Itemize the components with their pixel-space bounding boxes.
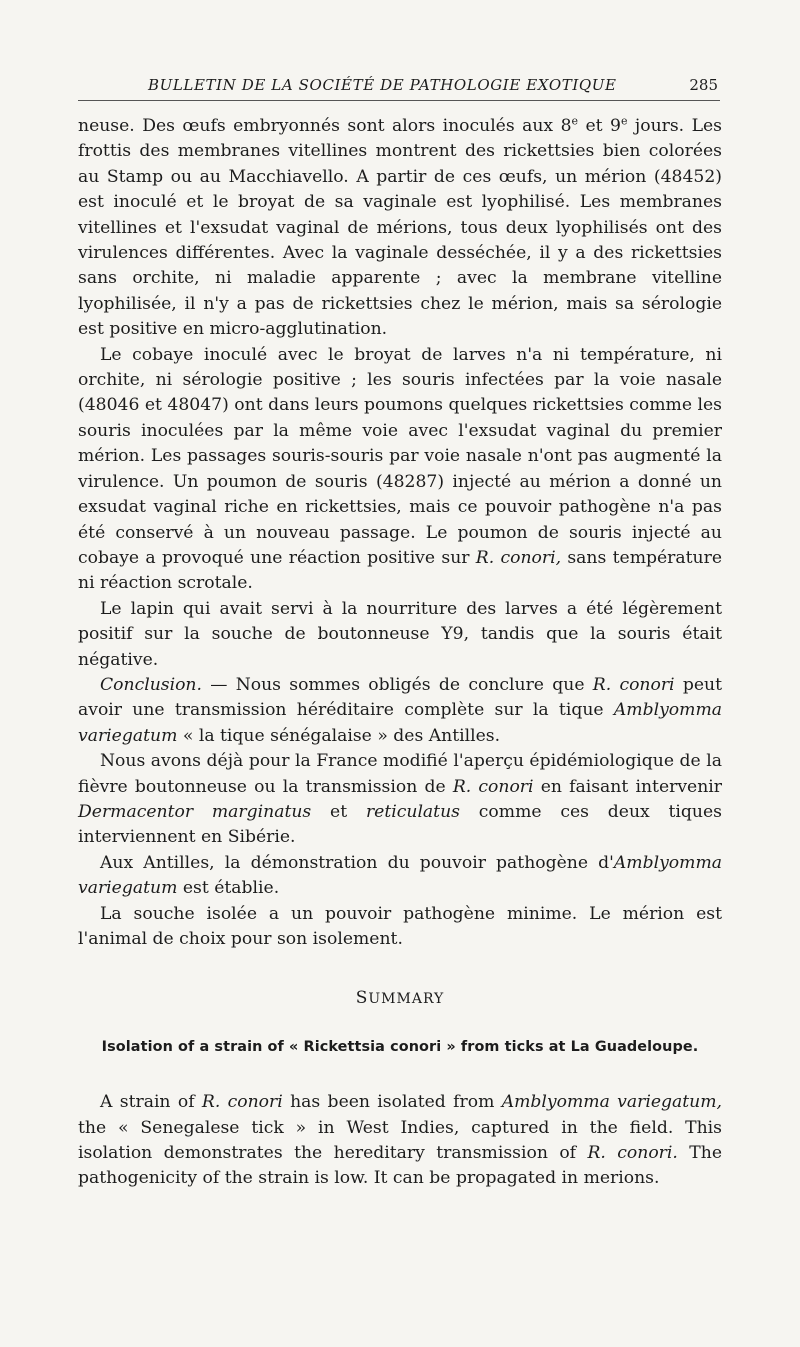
text-span: A strain of	[100, 1092, 202, 1113]
text-span: Nous avons déjà pour la France modifié l'aperçu épidémiologique de la fièvre boutonneuse ou la transmission de	[78, 751, 722, 797]
paragraph	[78, 749, 722, 851]
summary-title: Isolation of a strain of « Rickettsia conori » from ticks at La Guadeloupe.	[101, 1038, 699, 1055]
text-span: has been isolated from	[282, 1092, 502, 1113]
journal-running-title: BULLETIN DE LA SOCIÉTÉ DE PATHOLOGIE EXOTIQUE	[148, 76, 617, 94]
text-span: « la tique sénégalaise » des Antilles.	[177, 725, 501, 746]
paragraph	[78, 851, 722, 902]
italic-span: Conclusion.	[100, 674, 202, 695]
summary-heading-initial: S	[355, 988, 369, 1009]
superscript: e	[571, 114, 579, 128]
article-body	[78, 114, 722, 1192]
paragraph	[78, 343, 722, 597]
text-span: Aux Antilles, la démonstration du pouvoir pathogène d'	[100, 852, 614, 873]
text-span: en faisant intervenir	[533, 776, 722, 797]
text-span: — Nous sommes obligés de conclure que	[201, 674, 593, 695]
page-number: 285	[689, 76, 718, 94]
italic-span: R. conori.	[587, 1143, 678, 1164]
paragraph	[78, 114, 722, 343]
italic-span: Dermacentor marginatus	[78, 801, 312, 822]
italic-span: R. conori	[592, 674, 675, 695]
text-span: La souche isolée a un pouvoir pathogène minime. Le mérion est l'animal de choix pour son isolement.	[78, 903, 722, 949]
text-span: comme ces deux tiques interviennent en Sibérie.	[78, 801, 722, 848]
text-span: the « Senegalese tick » in West Indies, captured in the field. This isolation demonstrates the hereditary transmission of	[78, 1117, 722, 1164]
text-span: peut avoir une transmission héréditaire complète sur la tique	[78, 674, 722, 721]
italic-span: R. conori	[452, 776, 534, 797]
text-span: sans température ni réaction scrotale.	[78, 547, 722, 594]
text-span: neuse. Des œufs embryonnés sont alors inoculés aux 8	[78, 116, 572, 136]
italic-span: Amblyomma variegatum,	[501, 1092, 722, 1113]
italic-span: R. conori,	[475, 547, 562, 568]
text-span: Le cobaye inoculé avec le broyat de larves n'a ni température, ni orchite, ni sérologie positive ; les souris infectées par la voie nasale (48046 et 48047) ont dans leurs poumons quelques rickettsies comme les souris inoculées par la même voie avec l'exsudat vaginal du premier mérion. Les passages souris-souris par voie nasale n'ont pas augmenté la virulence. Un poumon de souris (48287) injecté au mérion a donné un exsudat vaginal riche en rickettsies, mais ce pouvoir pathogène n'a pas été conservé à un nouveau passage. Le poumon de souris injecté au cobaye a provoqué une réaction positive sur	[78, 344, 722, 568]
running-header	[78, 74, 720, 101]
italic-span: Amblyomma variegatum	[78, 700, 722, 746]
paragraph	[78, 902, 722, 953]
italic-span: R. conori	[201, 1092, 283, 1113]
paragraph	[78, 597, 722, 673]
text-span: jours. Les frottis des membranes vitellines montrent des rickettsies bien colorées au Stamp ou au Macchiavello. A partir de ces œufs, un mérion (48452) est inoculé et le broyat de sa vaginale est lyophilisé. Les membranes vitellines et l'exsudat vaginal de mérions, tous deux lyophilisés ont des virulences différentes. Avec la vaginale desséchée, il y a des rickettsies sans orchite, ni maladie apparente ; avec la membrane vitelline lyophilisée, il n'y a pas de rickettsies chez le mérion, mais sa sérologie est positive en micro-agglutination.	[78, 116, 722, 340]
text-span: et	[311, 801, 366, 822]
text-span: et 9	[578, 116, 621, 136]
summary-paragraph	[78, 1090, 722, 1192]
italic-span: reticulatus	[365, 801, 460, 822]
summary-heading	[78, 986, 722, 1012]
summary-heading-rest: UMMARY	[368, 991, 445, 1008]
text-span: Le lapin qui avait servi à la nourriture des larves a été légèrement positif sur la souche de boutonneuse Y9, tandis que la souris était négative.	[78, 598, 722, 670]
superscript: e	[620, 114, 628, 128]
paragraph	[78, 673, 722, 749]
text-span: est établie.	[177, 878, 280, 899]
text-span: The pathogenicity of the strain is low. It can be propagated in merions.	[78, 1143, 722, 1189]
italic-span: Amblyomma variegatum	[78, 852, 722, 899]
summary-body	[78, 1090, 722, 1192]
